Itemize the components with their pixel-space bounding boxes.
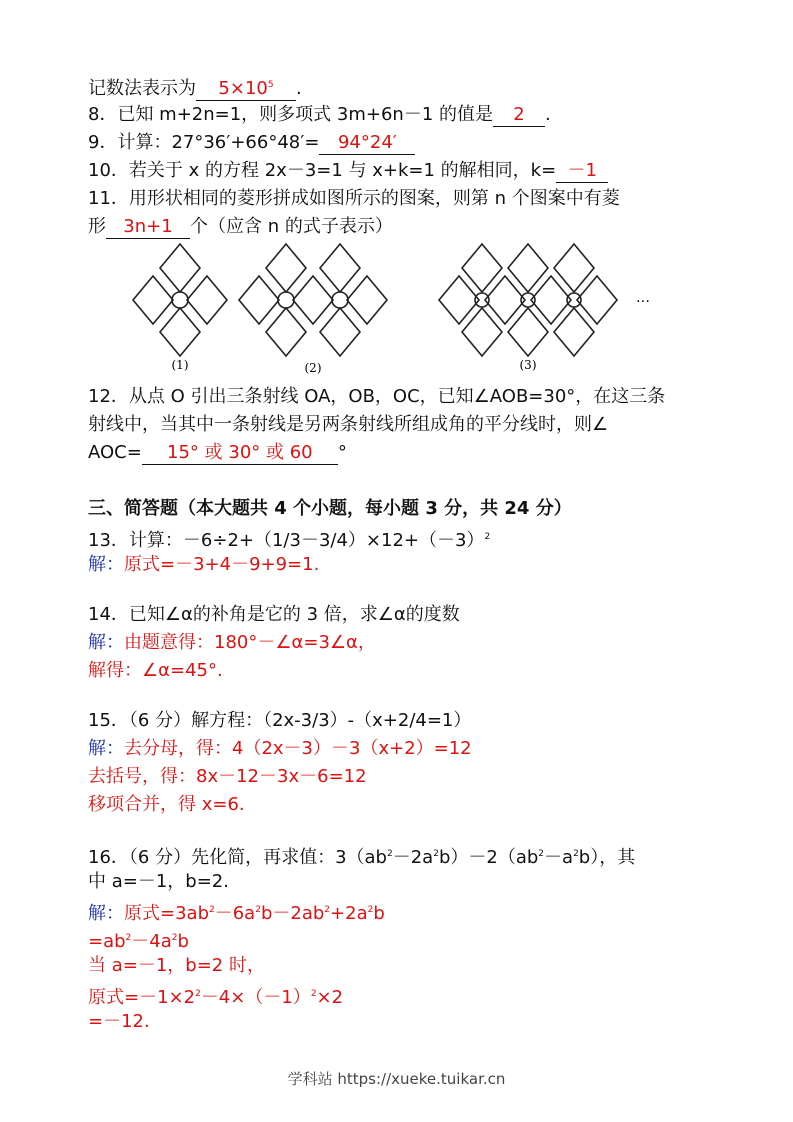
q11-line1: 11．用形状相同的菱形拼成如图所示的图案，则第 n 个图案中有菱	[88, 188, 620, 209]
q12-answer-blank: 15° 或 30° 或 60	[142, 442, 338, 465]
q10-answer-blank: －1	[556, 160, 608, 183]
q14-solution-1: 解：由题意得：180°－∠α=3∠α，	[88, 632, 376, 653]
q16-solution-5: =－12.	[88, 1011, 150, 1032]
q16-solution-3: 当 a=－1，b=2 时，	[88, 955, 265, 976]
q15-solution-1: 解：去分母，得：4（2x－3）－3（x+2）=12	[88, 738, 472, 759]
q12-line1: 12．从点 O 引出三条射线 OA，OB，OC，已知∠AOB=30°，在这三条	[88, 386, 666, 407]
q16-solution-4: 原式$=-1\times 2^2-4\times(-1)^2\times 2$	[88, 987, 344, 1008]
q7-answer-blank: $5\times 10^5$	[196, 74, 296, 101]
figure-label-1: (1)	[171, 358, 189, 372]
q14-question: 14．已知∠α的补角是它的 3 倍，求∠α的度数	[88, 604, 460, 625]
q13-solution: 解：原式=－3+4－9+9=1.	[88, 554, 320, 575]
q15-solution-3: 移项合并，得 x=6.	[88, 794, 245, 815]
q16-solution-1: 解：原式$=3ab^2-6a^2b-2ab^2+2a^2b$	[88, 903, 385, 924]
figure-ellipsis: …	[636, 290, 650, 306]
q15-solution-2: 去括号，得：8x－12－3x－6=12	[88, 766, 367, 787]
q16-solution-2: $=ab^2-4a^2b$	[88, 931, 189, 952]
q13-question: 13．计算：$-6\div 2+(1/3-3/4)\times 12+(-3)^2$	[88, 530, 491, 551]
q9-answer-blank: 94°24′	[319, 132, 415, 155]
q9-line: 9．计算：27°36′+66°48′= 94°24′	[88, 130, 728, 156]
rhombus-pattern-figure	[128, 238, 658, 376]
q7-line: 记数法表示为 $5\times 10^5$ .	[88, 74, 728, 102]
q11-line2: 形 3n+1 个（应含 n 的式子表示）	[88, 216, 393, 237]
q16-question-line2: 中 a=－1，b=2.	[88, 871, 229, 892]
page-footer: 学科站 https://xueke.tuikar.cn	[287, 1070, 506, 1088]
q8-line: 8．已知 m+2n=1，则多项式 3m+6n－1 的值是 2 .	[88, 104, 551, 125]
q8-answer-blank: 2	[493, 104, 545, 127]
q12-line2: 射线中，当其中一条射线是另两条射线所组成角的平分线时，则∠	[88, 414, 609, 435]
q14-solution-2: 解得：∠α=45°.	[88, 660, 223, 681]
q10-line: 10．若关于 x 的方程 2x－3=1 与 x+k=1 的解相同，k= －1	[88, 158, 728, 184]
rhombus-pattern-svg	[128, 238, 658, 376]
q11-answer-blank: 3n+1	[106, 216, 190, 239]
q16-question-line1: 16．（6 分）先化简，再求值：$3(ab^2-2a^2b)-2(ab^2-a^2b)$，其	[88, 847, 636, 868]
figure-label-3: (3)	[519, 358, 537, 372]
figure-label-2: (2)	[304, 361, 322, 375]
section3-heading: 三、简答题（本大题共 4 个小题，每小题 3 分，共 24 分）	[88, 498, 572, 519]
q15-question: 15．（6 分）解方程：（2x-3/3）-（x+2/4=1）	[88, 710, 472, 731]
q12-line3: AOC= 15° 或 30° 或 60 °	[88, 442, 347, 463]
